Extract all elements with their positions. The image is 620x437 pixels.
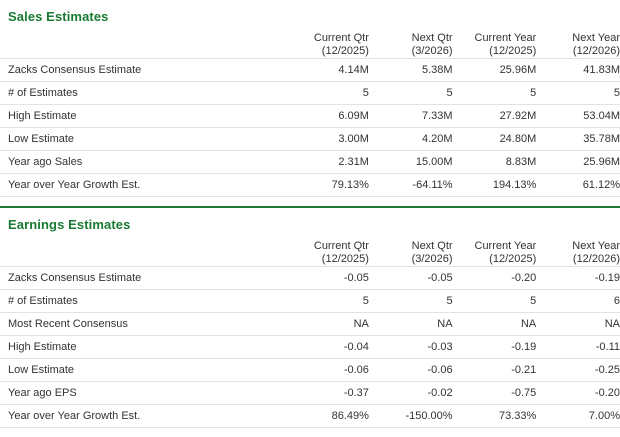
table-row [0, 382, 620, 405]
row-value: 4.20M [369, 128, 453, 151]
row-label: Year ago Sales [0, 151, 285, 174]
row-value: 7.33M [369, 105, 453, 128]
row-value: 79.13% [285, 174, 369, 197]
row-value: 4.14M [285, 59, 369, 82]
row-value: 41.83M [536, 59, 620, 82]
column-header-current-year: Current Year (12/2025) [474, 240, 537, 265]
row-label: Year ago EPS [0, 382, 285, 405]
header-spacer [0, 240, 285, 267]
row-value: -0.75 [453, 382, 537, 405]
table-row [0, 336, 620, 359]
row-value: 5 [453, 82, 537, 105]
row-value: 5 [285, 82, 369, 105]
row-value: 6.09M [285, 105, 369, 128]
row-value: NA [369, 313, 453, 336]
column-header-current-qtr: Current Qtr (12/2025) [313, 32, 369, 57]
section-title-sales: Sales Estimates [8, 9, 109, 24]
row-value: 25.96M [536, 151, 620, 174]
row-value: 5 [536, 82, 620, 105]
row-value: 3.00M [285, 128, 369, 151]
table-row [0, 405, 620, 428]
row-value: 5 [285, 290, 369, 313]
row-value: NA [453, 313, 537, 336]
column-header-next-qtr: Next Qtr (3/2026) [411, 32, 453, 57]
row-value: -0.04 [285, 336, 369, 359]
row-value: 6 [536, 290, 620, 313]
row-value: -0.20 [453, 267, 537, 290]
table-row [0, 174, 620, 197]
row-value: -0.37 [285, 382, 369, 405]
column-header-next-qtr: Next Qtr (3/2026) [411, 240, 453, 265]
table-row [0, 313, 620, 336]
row-value: -0.03 [369, 336, 453, 359]
row-value: 5 [369, 290, 453, 313]
row-value: 194.13% [453, 174, 537, 197]
row-value: 7.00% [536, 405, 620, 428]
column-header-current-qtr: Current Qtr (12/2025) [313, 240, 369, 265]
row-value: -64.11% [369, 174, 453, 197]
table-row [0, 105, 620, 128]
row-value: -0.05 [285, 267, 369, 290]
row-value: -0.06 [369, 359, 453, 382]
row-value: 5 [453, 290, 537, 313]
table-row [0, 59, 620, 82]
row-value: -0.11 [536, 336, 620, 359]
row-value: 86.49% [285, 405, 369, 428]
row-label: Most Recent Consensus [0, 313, 285, 336]
row-value: -0.19 [453, 336, 537, 359]
row-value: 27.92M [453, 105, 537, 128]
row-value: -0.25 [536, 359, 620, 382]
earnings-estimates-section [0, 208, 620, 428]
table-header-row [0, 32, 620, 59]
column-header-next-year: Next Year (12/2026) [572, 240, 620, 265]
row-label: Low Estimate [0, 359, 285, 382]
row-label: # of Estimates [0, 290, 285, 313]
row-label: Year over Year Growth Est. [0, 174, 285, 197]
row-value: -0.20 [536, 382, 620, 405]
table-row [0, 82, 620, 105]
row-label: Low Estimate [0, 128, 285, 151]
row-value: -0.05 [369, 267, 453, 290]
sales-estimates-table [0, 32, 620, 197]
row-label: Year over Year Growth Est. [0, 405, 285, 428]
row-label: High Estimate [0, 105, 285, 128]
table-row [0, 151, 620, 174]
row-label: Zacks Consensus Estimate [0, 59, 285, 82]
row-value: -0.02 [369, 382, 453, 405]
row-value: 5 [369, 82, 453, 105]
row-value: -0.06 [285, 359, 369, 382]
table-row [0, 128, 620, 151]
row-value: 35.78M [536, 128, 620, 151]
row-value: 15.00M [369, 151, 453, 174]
row-value: 53.04M [536, 105, 620, 128]
row-value: -150.00% [369, 405, 453, 428]
column-header-next-year: Next Year (12/2026) [572, 32, 620, 57]
row-value: 25.96M [453, 59, 537, 82]
row-value: 73.33% [453, 405, 537, 428]
row-value: 8.83M [453, 151, 537, 174]
row-value: 2.31M [285, 151, 369, 174]
section-title-earnings: Earnings Estimates [8, 217, 131, 232]
column-header-current-year: Current Year (12/2025) [474, 32, 537, 57]
row-value: -0.21 [453, 359, 537, 382]
table-row [0, 359, 620, 382]
row-value: NA [285, 313, 369, 336]
header-spacer [0, 32, 285, 59]
row-label: # of Estimates [0, 82, 285, 105]
row-label: Zacks Consensus Estimate [0, 267, 285, 290]
row-value: NA [536, 313, 620, 336]
row-value: 61.12% [536, 174, 620, 197]
row-value: 24.80M [453, 128, 537, 151]
table-row [0, 267, 620, 290]
row-value: 5.38M [369, 59, 453, 82]
sales-estimates-section [0, 0, 620, 197]
table-row [0, 290, 620, 313]
row-value: -0.19 [536, 267, 620, 290]
earnings-estimates-table [0, 240, 620, 428]
table-header-row [0, 240, 620, 267]
row-label: High Estimate [0, 336, 285, 359]
